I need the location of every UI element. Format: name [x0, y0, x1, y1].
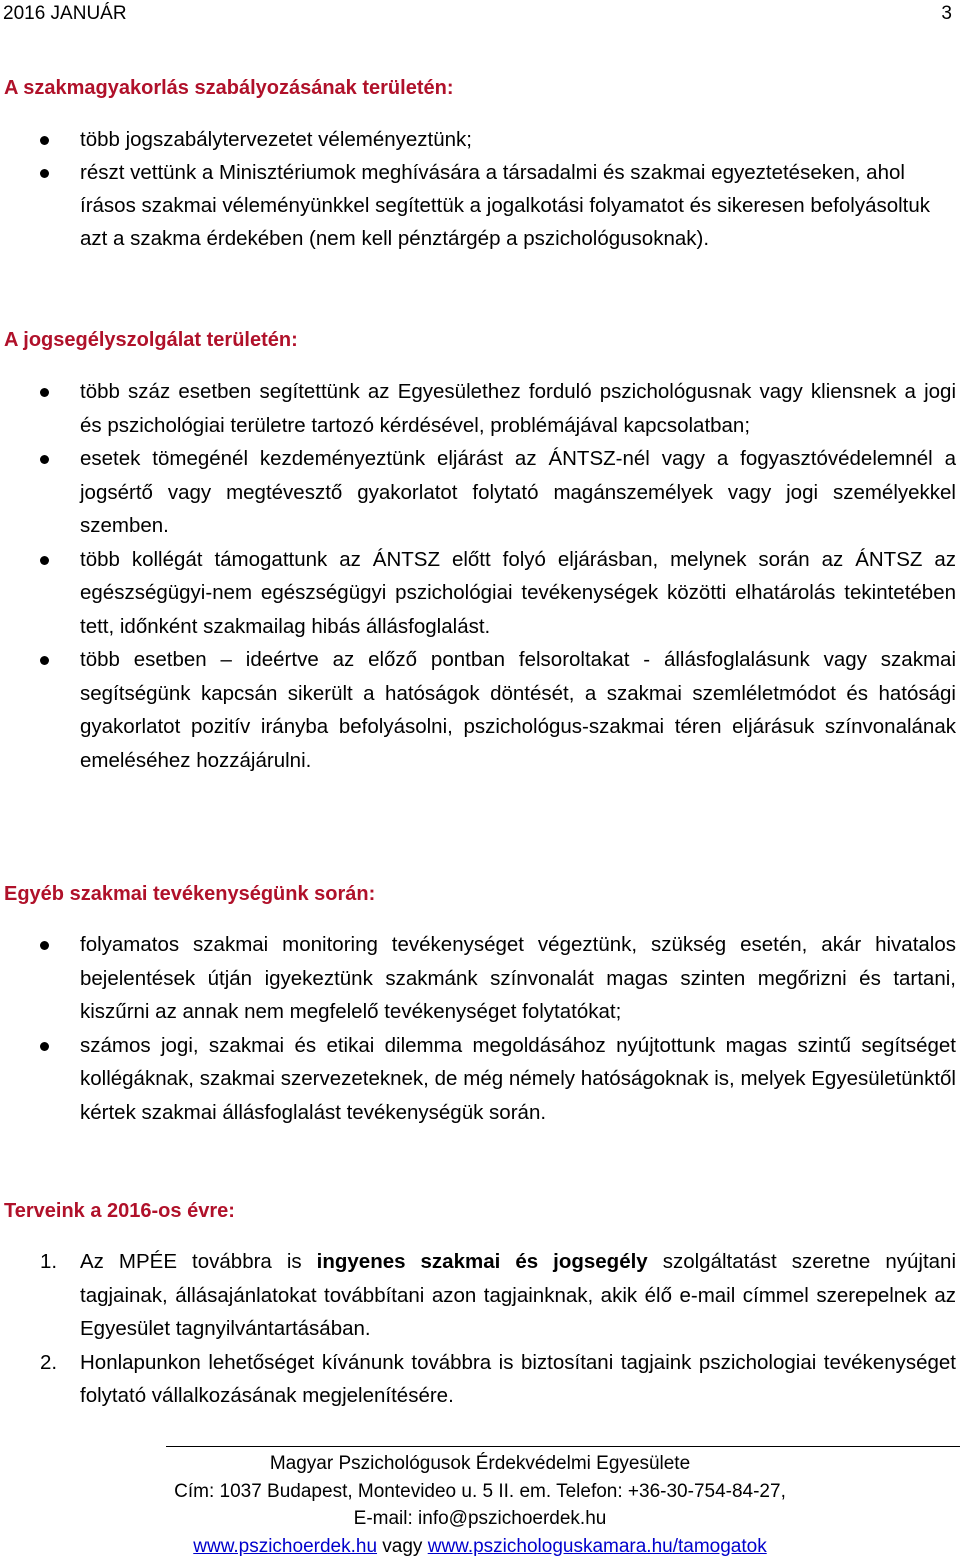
footer-divider — [166, 1446, 960, 1447]
website-link-pszichoerdek[interactable]: www.pszichoerdek.hu — [193, 1535, 378, 1557]
section-heading-legal-aid: A jogsegélyszolgálat területén: — [4, 329, 298, 351]
footer-links: www.pszichoerdek.hu vagy www.pszichologuskamara.hu/tamogatok — [193, 1535, 767, 1557]
section-heading-regulation: A szakmagyakorlás szabályozásának területén: — [4, 77, 454, 99]
list-item: több kollégát támogattunk az ÁNTSZ előtt folyó eljárásban, melynek során az ÁNTSZ az egészségügyi-nem egészségügyi pszichológiai tevékenységek közötti elhatárolás tekintetében tett, időnként szakmailag hibás állásfoglalást. — [0, 543, 956, 644]
legal-aid-list — [0, 375, 956, 777]
bullet-icon — [40, 656, 49, 665]
bullet-icon — [40, 136, 49, 145]
bullet-icon — [40, 388, 49, 397]
section-heading-plans-2016: Terveink a 2016-os évre: — [4, 1200, 235, 1222]
list-item: több esetben – ideértve az előző pontban felsoroltakat - állásfoglalásunk vagy szakmai segítségünk kapcsán sikerült a hatóságok döntését, a szakmai szemléletmódot és hatósági gyakorlatot pozitív irányba befolyásolni, pszichológus-szakmai téren eljárásuk színvonalának emeléséhez hozzájárulni. — [0, 643, 956, 777]
list-item: több jogszabálytervezetet véleményeztünk; — [0, 123, 956, 156]
website-link-kamara[interactable]: www.pszichologuskamara.hu/tamogatok — [427, 1535, 767, 1557]
bullet-icon — [40, 169, 49, 178]
bullet-icon — [40, 941, 49, 950]
list-item: 2. Honlapunkon lehetőséget kívánunk továbbra is biztosítani tagjaink pszichologiai tevékenységet folytató vállalkozásának megjelenítésére. — [0, 1346, 956, 1413]
other-activities-list — [0, 928, 956, 1129]
regulation-list — [0, 123, 956, 255]
item-number: 1. — [40, 1250, 58, 1273]
footer-email: E-mail: info@pszichoerdek.hu — [353, 1508, 607, 1529]
footer-org-name: Magyar Pszichológusok Érdekvédelmi Egyesülete — [269, 1453, 691, 1474]
plans-list — [0, 1245, 956, 1413]
page-number: 3 — [941, 3, 952, 24]
footer-address: Cím: 1037 Budapest, Montevideo u. 5 II. em. Telefon: +36-30-754-84-27, — [174, 1480, 786, 1502]
list-item: folyamatos szakmai monitoring tevékenységet végeztünk, szükség esetén, akár hivatalos bejelentések útján igyekeztünk szakmánk színvonalát magas szinten megőrizni és tartani, kiszűrni az annak nem megfelelő tevékenységet folytatókat; — [0, 928, 956, 1029]
list-item: több száz esetben segítettünk az Egyesülethez forduló pszichológusnak vagy kliensnek a jogi és pszichológiai területre tartozó kérdésével, problémájával kapcsolatban; — [0, 375, 956, 442]
list-item: részt vettünk a Minisztériumok meghívására a társadalmi és szakmai egyeztetéseken, ahol írásos szakmai véleményünkkel segítettük a jogalkotási folyamatot és sikeresen befolyásoltuk azt a szakma érdekében (nem kell pénztárgép a pszichológusoknak). — [0, 156, 956, 255]
list-item: esetek tömegénél kezdeményeztünk eljárást az ÁNTSZ-nél vagy a fogyasztóvédelemnél a jogsértő vagy megtévesztő gyakorlatot folytató magánszemélyek vagy jogi személyekkel szemben. — [0, 442, 956, 543]
bullet-icon — [40, 556, 49, 565]
list-item: számos jogi, szakmai és etikai dilemma megoldásához nyújtottunk magas szintű segítséget kollégáknak, szakmai szervezeteknek, de még némely hatóságoknak is, melyek Egyesületünktől kértek szakmai állásfoglalást tevékenységük során. — [0, 1029, 956, 1130]
bullet-icon — [40, 1042, 49, 1051]
emphasis-text: ingyenes szakmai és jogsegély — [316, 1250, 648, 1273]
list-item: 1. Az MPÉE továbbra is ingyenes szakmai és jogsegély szolgáltatást szeretne nyújtani tagjainak, állásajánlatokat továbbítani azon tagjainknak, akik élő e-mail címmel szerepelnek az Egyesület tagnyilvántartásában. — [0, 1245, 956, 1346]
section-heading-other-activities: Egyéb szakmai tevékenységünk során: — [4, 883, 376, 905]
header-date: 2016 JANUÁR — [3, 3, 127, 24]
item-number: 2. — [40, 1350, 58, 1374]
bullet-icon — [40, 455, 49, 464]
